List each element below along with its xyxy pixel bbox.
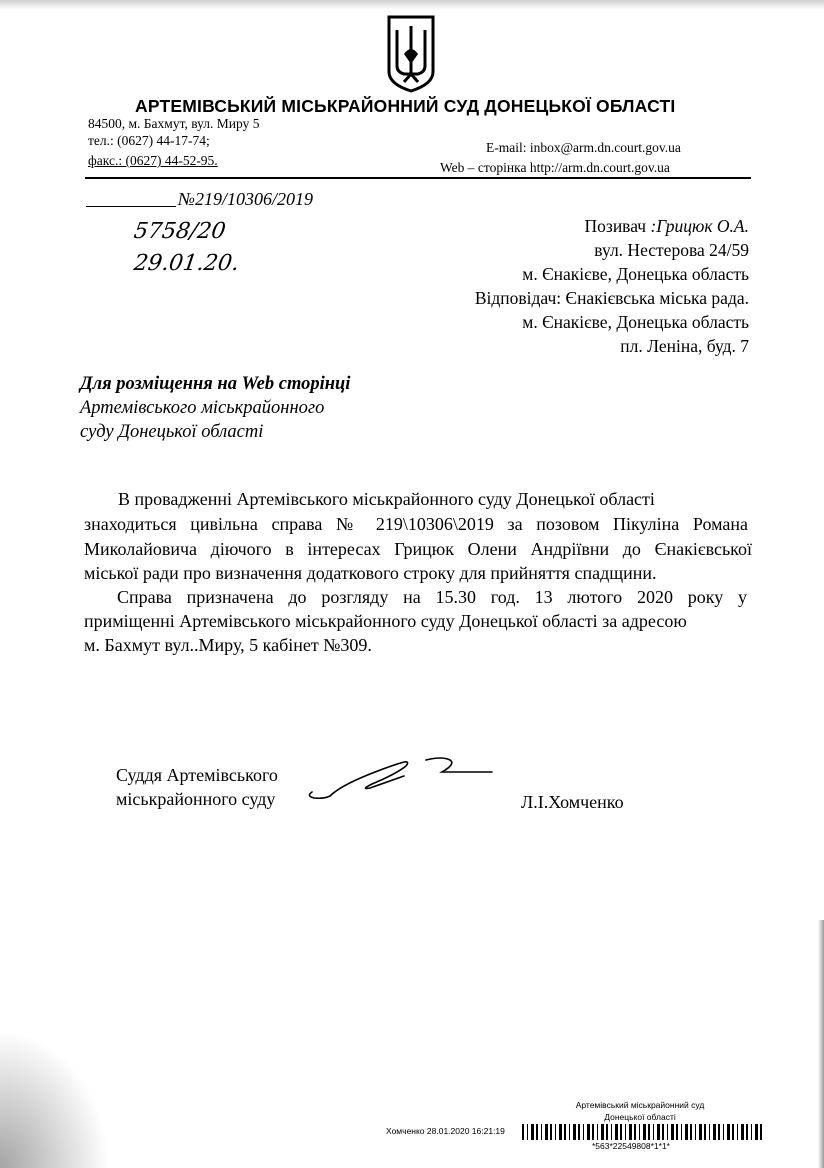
signer-title-line-1: Суддя Артемівського (116, 765, 278, 785)
body-paragraph-2-line-3: м. Бахмут вул..Миру, 5 кабінет №309. (84, 635, 372, 655)
court-name: АРТЕМІВСЬКИЙ МІСЬКРАЙОННИЙ СУД ДОНЕЦЬКОЇ ОБЛАСТІ (135, 96, 676, 116)
scan-edge-left (0, 1030, 110, 1168)
recipient-street: вул. Нестерова 24/59 (594, 240, 749, 260)
outgoing-number: 5758/20 (132, 219, 228, 244)
body-paragraph-2-line-1: Справа призначена до розгляду на 15.30 год. 13 лютого 2020 року у (117, 587, 747, 607)
stamp-signed-by: Хомченко 28.01.2020 16:21:19 (386, 1126, 505, 1136)
notice-court-line: Артемівського міськрайонного (80, 398, 325, 418)
stamp-region: Донецької області (604, 1112, 676, 1122)
scan-edge-top (0, 0, 824, 10)
barcode-text: *563*22549808*1*1* (592, 1141, 670, 1151)
body-paragraph-1-line-1: В провадженні Артемівського міськрайонного суду Донецької області (118, 489, 655, 509)
court-website: Web – сторінка http://arm.dn.court.gov.ua (440, 160, 670, 175)
scan-edge-right (818, 920, 824, 1168)
court-fax: факс.: (0627) 44-52-95. (88, 153, 218, 168)
handwritten-signature (300, 752, 500, 808)
body-paragraph-1-line-4: міської ради про визначення додаткового строку для прийняття спадщини. (84, 563, 657, 583)
case-reference: №219/10306/2019 (178, 189, 313, 209)
court-address: 84500, м. Бахмут, вул. Миру 5 (88, 116, 260, 131)
court-email: E-mail: inbox@arm.dn.court.gov.ua (486, 140, 681, 155)
defendant-city: м. Єнакієве, Донецька область (522, 312, 749, 332)
barcode (522, 1124, 762, 1140)
coat-of-arms-icon (386, 14, 436, 94)
defendant-address: пл. Леніна, буд. 7 (620, 336, 749, 356)
body-paragraph-1-line-3: Миколайовича діючого в інтересах Грицюк Олени Андріївни до Єнакієвської (84, 539, 752, 559)
recipient-defendant: Відповідач: Єнакієвська міська рада. (474, 288, 749, 308)
court-phone: тел.: (0627) 44-17-74; (88, 133, 210, 148)
notice-title: Для розміщення на Web сторінці (80, 374, 351, 394)
recipient-plaintiff: Позивач :Грицюк О.А. (584, 216, 749, 236)
body-paragraph-2-line-2: приміщенні Артемівського міськрайонного суду Донецької області за адресою (84, 611, 687, 631)
case-ref-underline (86, 206, 176, 207)
body-paragraph-1-line-2: знаходиться цивільна справа № 219\10306\2019 за позовом Пікуліна Романа (84, 514, 748, 534)
stamp-court-name: Артемівський міськрайонний суд (575, 1100, 705, 1110)
signer-name: Л.І.Хомченко (521, 792, 624, 812)
outgoing-date: 29.01.20. (132, 251, 241, 276)
recipient-city: м. Єнакієве, Донецька область (522, 264, 749, 284)
header-rule (85, 177, 751, 179)
notice-region-line: суду Донецької області (80, 422, 264, 442)
signer-title-line-2: міськрайонного суду (116, 789, 276, 809)
